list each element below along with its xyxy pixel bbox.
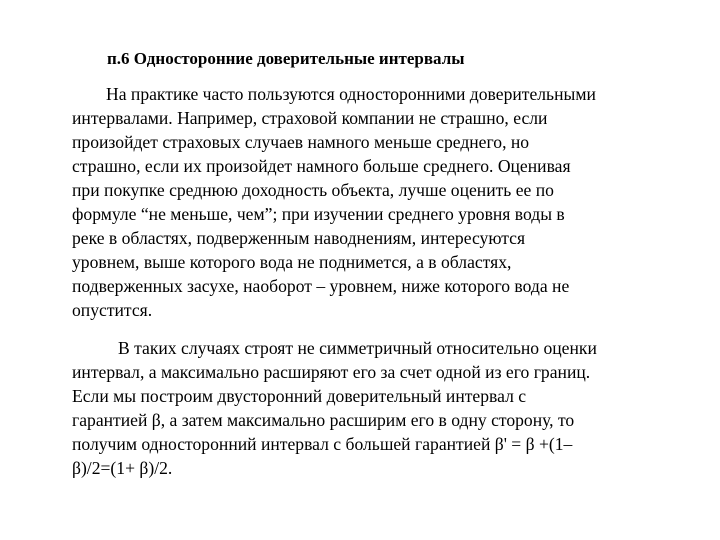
paragraph-line: Если мы построим двусторонний доверительный интервал с [72,386,527,406]
paragraph-line: подверженных засухе, наоборот – уровнем, ниже которого вода не [72,276,570,296]
paragraph-line: опустится. [72,300,153,320]
paragraph-line: при покупке среднюю доходность объекта, лучше оценить ее по [72,180,554,200]
paragraph-line: интервал, а максимально расширяют его за счет одной из его границ. [72,362,591,382]
paragraph-line: произойдет страховых случаев намного меньше среднего, но [72,132,530,152]
paragraph-line: получим односторонний интервал с большей гарантией β' = β +(1– [72,434,573,454]
paragraph-line: формуле “не меньше, чем”; при изучении среднего уровня воды в [72,204,565,224]
paragraph-line: реке в областях, подверженным наводнениям, интересуются [72,228,526,248]
paragraph-line: страшно, если их произойдет намного больше среднего. Оценивая [72,156,571,176]
section-title: п.6 Односторонние доверительные интервалы [107,49,465,68]
paragraph-line: β)/2=(1+ β)/2. [72,458,173,478]
paragraph-one-sided-intervals [72,82,682,322]
paragraph-line: гарантией β, а затем максимально расширим его в одну сторону, то [72,410,575,430]
paragraph-line: интервалами. Например, страховой компании не страшно, если [72,108,548,128]
paragraph-line: уровнем, выше которого вода не поднимется, а в областях, [72,252,512,272]
paragraph-line: На практике часто пользуются односторонними доверительными [106,84,596,104]
paragraph-line: В таких случаях строят не симметричный относительно оценки [118,338,597,358]
paragraph-guarantee-formula [72,336,682,480]
